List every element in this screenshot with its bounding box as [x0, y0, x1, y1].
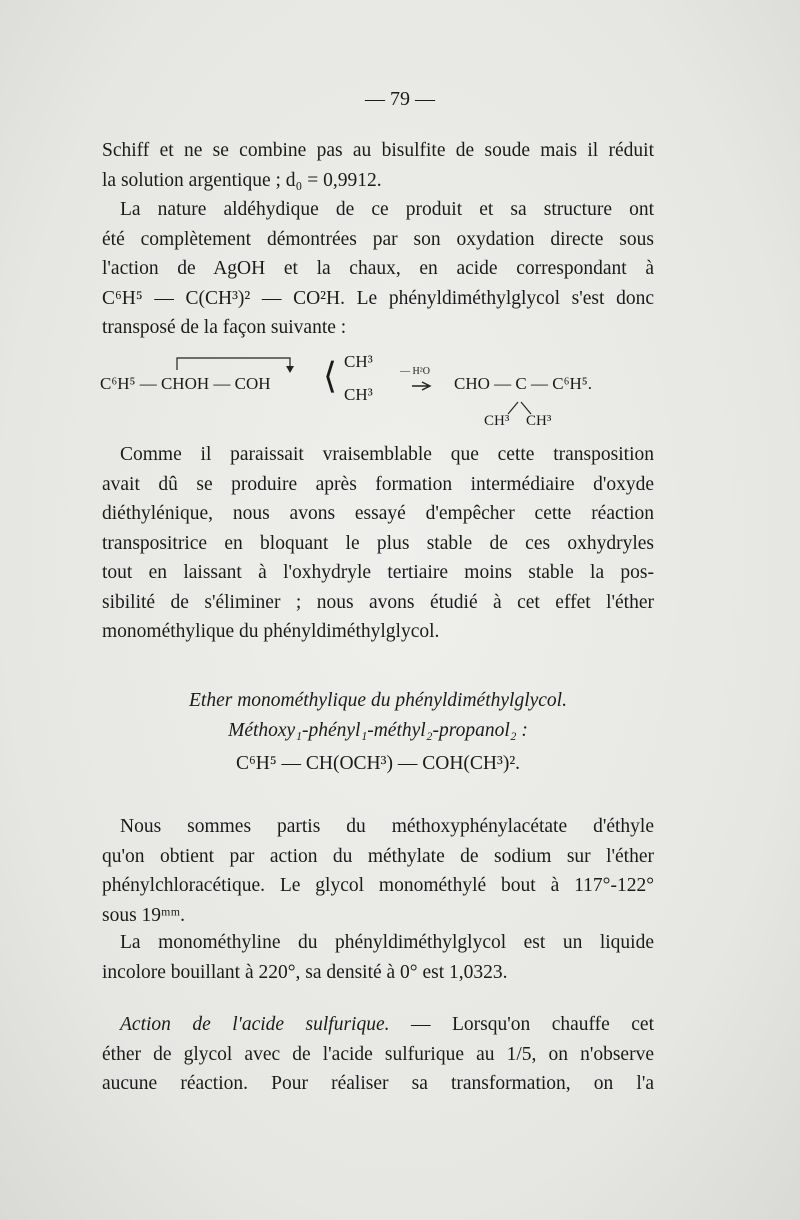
paragraph-6-lead: — Lorsqu'on chauffe cet	[411, 1014, 655, 1035]
text-line: diéthylénique, nous avons essayé d'empêcher cette réaction	[102, 503, 654, 524]
paragraph-3	[102, 440, 654, 647]
text-line: Comme il paraissait vraisemblable que cette transposition	[120, 444, 654, 465]
text-line: qu'on obtient par action du méthylate de sodium sur l'éther	[102, 845, 654, 867]
section-formula: C⁶H⁵ — CH(OCH³) — COH(CH³)².	[235, 753, 521, 774]
text-line: l'action de AgOH et la chaux, en acide correspondant à	[102, 258, 654, 279]
paragraph-5	[102, 928, 654, 987]
text-line: transpositrice en bloquant le plus stable de ces oxhydryles	[102, 532, 654, 554]
methyl-lower: CH³	[344, 385, 373, 404]
paragraph-1	[102, 136, 654, 195]
text-line: C⁶H⁵ — C(CH³)² — CO²H. Le phényldiméthylglycol s'est donc	[102, 287, 654, 309]
branch-bracket: ⟨	[323, 356, 338, 396]
text-line: Nous sommes partis du méthoxyphénylacétate d'éthyle	[120, 816, 654, 837]
systematic-name: Méthoxy₁-phényl₁-méthyl₂-propanol₂ :	[228, 719, 528, 741]
text-line: incolore bouillant à 220°, sa densité à 0° est 1,0323.	[102, 961, 508, 983]
reactant-formula: C⁶H⁵ — CHOH — COH	[100, 374, 271, 393]
paragraph-2	[102, 195, 654, 343]
text-line: avait dû se produire après formation intermédiaire d'oxyde	[102, 473, 654, 495]
equation-arrows-and-bonds	[100, 350, 660, 445]
text-line: éther de glycol avec de l'acide sulfurique au 1/5, on n'observe	[102, 1043, 654, 1065]
text-line: Schiff et ne se combine pas au bisulfite de soude mais il réduit	[102, 140, 654, 161]
text-line: sibilité de s'éliminer ; nous avons étudié à cet effet l'éther	[102, 591, 654, 613]
paragraph-6	[102, 1010, 654, 1099]
text-line: La nature aldéhydique de ce produit et sa structure ont	[120, 199, 654, 220]
section-heading	[102, 686, 654, 779]
text-line: transposé de la façon suivante :	[102, 317, 347, 338]
product-methyl-left: CH³	[484, 413, 510, 429]
text-line: la solution argentique ; d₀ = 0,9912.	[102, 169, 382, 191]
section-title: Ether monométhylique du phényldiméthylglycol.	[189, 690, 567, 711]
paragraph-6-heading: Action de l'acide sulfurique.	[120, 1014, 390, 1035]
text-line: phénylchloracétique. Le glycol monométhylé bout à 117°-122°	[102, 875, 654, 896]
product-formula: CHO — C — C⁶H⁵.	[454, 374, 592, 393]
product-methyl-right: CH³	[526, 413, 552, 429]
text-line: monométhylique du phényldiméthylglycol.	[102, 621, 440, 642]
text-line: été complètement démontrées par son oxydation directe sous	[102, 228, 654, 250]
text-line: aucune réaction. Pour réaliser sa transformation, on l'a	[102, 1073, 654, 1094]
text-line: sous 19ᵐᵐ.	[102, 904, 185, 926]
rearrangement-equation	[100, 350, 660, 445]
paragraph-4	[102, 812, 654, 930]
water-elimination-label: — H²O	[400, 366, 430, 377]
text-line: La monométhyline du phényldiméthylglycol est un liquide	[120, 932, 654, 953]
text-line	[102, 1010, 654, 1040]
methyl-upper: CH³	[344, 352, 373, 371]
text-line: tout en laissant à l'oxhydryle tertiaire moins stable la pos-	[102, 562, 654, 583]
page-number: — 79 —	[365, 88, 435, 110]
